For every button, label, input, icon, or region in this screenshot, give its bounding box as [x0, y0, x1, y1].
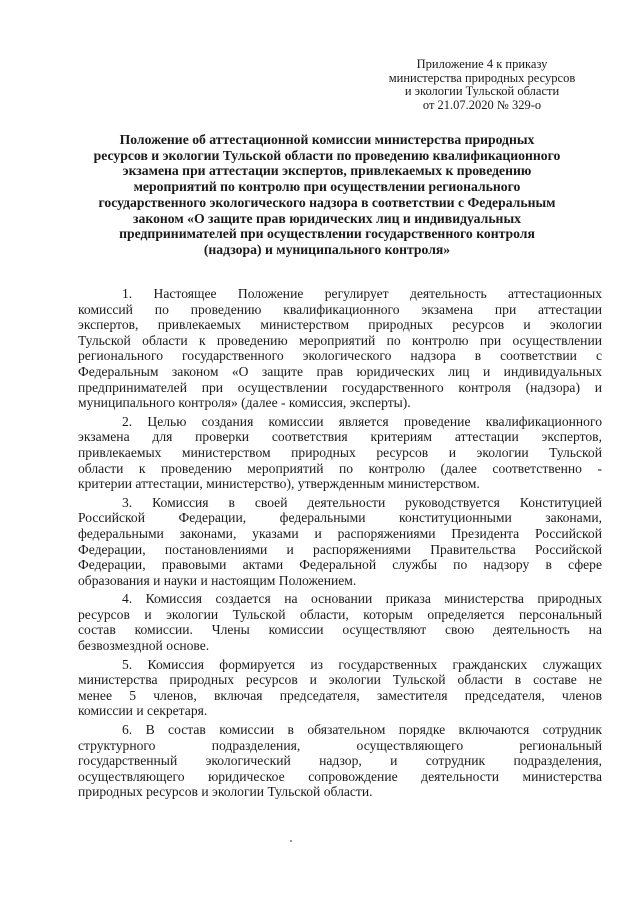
paragraph-line: ресурсов и экологии Тульской области, которым определяется персональный [78, 606, 602, 622]
paragraph-6 [78, 722, 602, 800]
appendix-line: Приложение 4 к приказу [416, 57, 548, 71]
paragraph-line: критерии аттестации, министерство), утвержденным министерством. [78, 476, 480, 492]
paragraph-line: регионального государственного экологического надзора в соответствии с [78, 348, 602, 364]
paragraph-line: осуществляющего юридическое сопровождение деятельности министерства [78, 768, 602, 784]
paragraph-5 [78, 657, 602, 719]
document-body [78, 286, 602, 803]
paragraph-line: предпринимателей при осуществлении государственного контроля (надзора) и [78, 379, 602, 395]
paragraph-line: государственный экологический надзор, и сотрудник подразделения, [78, 753, 602, 769]
paragraph-line: природных ресурсов и экологии Тульской области. [78, 784, 373, 800]
title-line: мероприятий по контролю при осуществлении регионального [133, 179, 521, 195]
document-title [68, 132, 586, 258]
appendix-line: от 21.07.2020 № 329-о [422, 97, 542, 112]
title-line: (надзора) и муниципального контроля» [203, 241, 451, 257]
title-line: предпринимателей при осуществлении государственного контроля [119, 226, 535, 242]
paragraph-line: министерства природных ресурсов и экологии Тульской области в составе не [78, 672, 602, 688]
paragraph-3 [78, 495, 602, 589]
scan-speck [290, 840, 292, 842]
paragraph-line: комиссии и секретаря. [78, 703, 208, 719]
title-line: ресурсов и экологии Тульской области по проведению квалификационного [93, 147, 561, 163]
paragraph-line: 6. В состав комиссии в обязательном порядке включаются сотрудник [122, 722, 602, 738]
appendix-line: и экологии Тульской области [404, 84, 560, 98]
paragraph-line: образования и науки и настоящим Положением. [78, 572, 357, 588]
paragraph-line: безвозмездной основе. [78, 638, 210, 654]
appendix-line: министерства природных ресурсов [388, 70, 576, 85]
paragraph-4 [78, 591, 602, 653]
title-line: законом «О защите прав юридических лиц и индивидуальных [133, 210, 521, 226]
title-line: экзамена при аттестации экспертов, привлекаемых к проведению [122, 163, 532, 179]
paragraph-line: 1. Настоящее Положение регулирует деятельность аттестационных [122, 286, 602, 301]
paragraph-line: менее 5 членов, включая председателя, заместителя председателя, членов [78, 687, 602, 703]
paragraph-line: 5. Комиссия формируется из государственных гражданских служащих [122, 656, 602, 672]
paragraph-line: 3. Комиссия в своей деятельности руководствуется Конституцией [122, 494, 602, 510]
paragraph-line: области к проведению мероприятий по контролю (далее соответственно - [78, 460, 602, 476]
paragraph-line: экзамена для проверки соответствия критериям аттестации экспертов, [78, 429, 602, 445]
paragraph-line: структурного подразделения, осуществляющего региональный [78, 737, 602, 753]
paragraph-line: федеральными законами, указами и распоряжениями Президента Российской [78, 525, 602, 541]
paragraph-line: Федеральным законом «О защите прав юридических лиц и индивидуальных [78, 363, 602, 379]
paragraph-line: Федерации, постановлениями и распоряжениями Правительства Российской [78, 541, 602, 557]
title-line: государственного экологического надзора в соответствии с Федеральным [98, 194, 556, 210]
paragraph-line: Федерации, правовыми актами Федеральной службы по надзору в сфере [78, 557, 602, 573]
paragraph-1 [78, 286, 602, 411]
paragraph-line: Тульской области к проведению мероприятий по контролю при осуществлении [78, 332, 602, 348]
paragraph-line: 2. Целью создания комиссии является проведение квалификационного [122, 413, 602, 429]
title-line: Положение об аттестационной комиссии министерства природных [119, 132, 535, 147]
paragraph-line: комиссий по проведению квалификационного экзамена при аттестации [78, 301, 602, 317]
paragraph-line: 4. Комиссия создается на основании приказа министерства природных [122, 591, 602, 607]
paragraph-line: Российской Федерации, федеральными конституционными законами, [78, 510, 602, 526]
paragraph-line: состав комиссии. Члены комиссии осуществляют свою деятельность на [78, 622, 602, 638]
paragraph-line: привлекаемых министерством природных ресурсов и экологии Тульской [78, 444, 602, 460]
paragraph-line: экспертов, привлекаемых министерством природных ресурсов и экологии [78, 317, 602, 333]
appendix-header [372, 58, 592, 112]
paragraph-2 [78, 414, 602, 492]
paragraph-line: муниципального контроля» (далее - комиссия, эксперты). [78, 395, 411, 411]
